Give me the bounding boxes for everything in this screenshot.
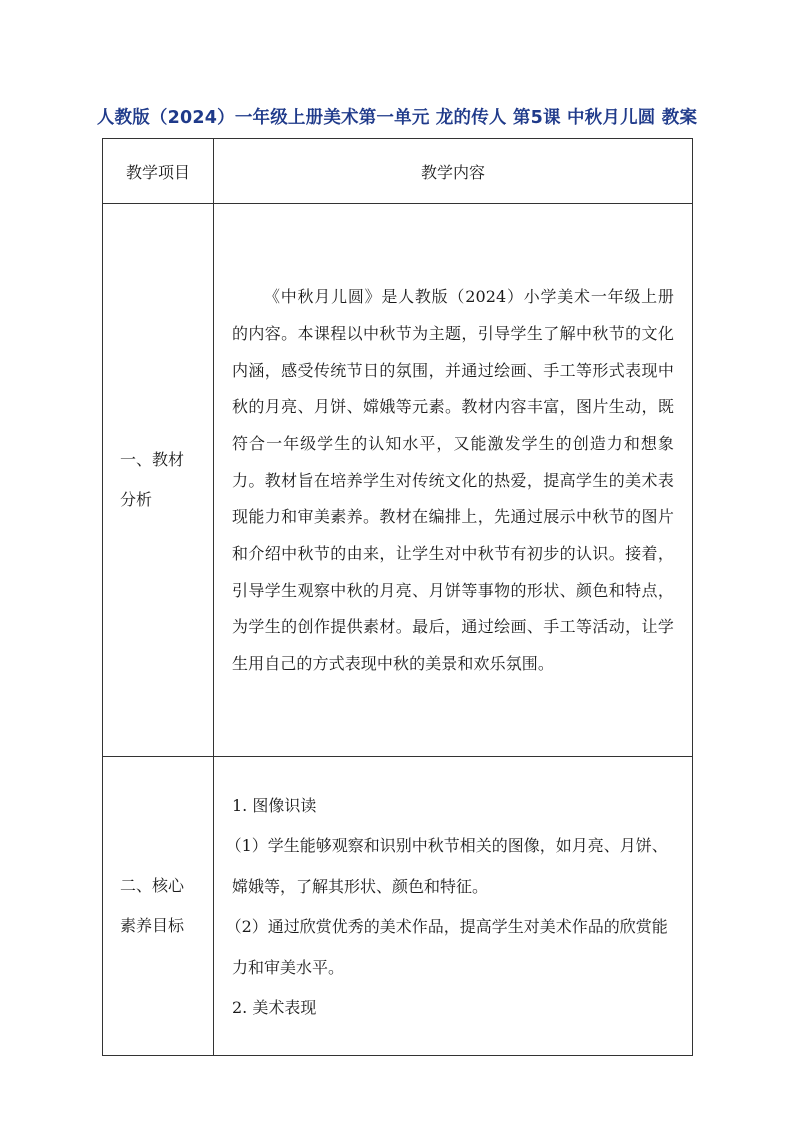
header-teaching-item: 教学项目 (103, 139, 214, 204)
table-row (103, 204, 693, 757)
table-header-row (103, 139, 693, 204)
goal-heading: 1. 图像识读 (232, 795, 317, 815)
row-label-line: 分析 (120, 490, 153, 509)
row-label-line: 素养目标 (120, 916, 185, 935)
row-label-line: 二、核心 (120, 876, 185, 895)
table-row (103, 757, 693, 1056)
textbook-analysis-content (214, 204, 693, 757)
textbook-analysis-paragraph: 《中秋月儿圆》是人教版（2024）小学美术一年级上册的内容。本课程以中秋节为主题，引导学生了解中秋节的文化内涵，感受传统节日的氛围，并通过绘画、手工等形式表现中秋的月亮、月饼、嫦娥等元素。教材内容丰富，图片生动，既符合一年级学生的认知水平，又能激发学生的创造力和想象力。教材旨在培养学生对传统文化的热爱，提高学生的美术表现能力和审美素养。教材在编排上，先通过展示中秋节的图片和介绍中秋节的由来，让学生对中秋节有初步的认识。接着，引导学生观察中秋的月亮、月饼等事物的形状、颜色和特点，为学生的创作提供素材。最后，通过绘画、手工等活动，让学生用自己的方式表现中秋的美景和欢乐氛围。 (232, 287, 674, 674)
row-label-textbook-analysis (103, 204, 214, 757)
lesson-plan-table (102, 138, 693, 1056)
core-literacy-goals-content (214, 757, 693, 1056)
header-teaching-content: 教学内容 (214, 139, 693, 204)
row-label-core-literacy-goals (103, 757, 214, 1056)
goal-item: （1）学生能够观察和识别中秋节相关的图像，如月亮、月饼、嫦娥等，了解其形状、颜色和特征。 (225, 836, 668, 896)
goal-item: （2）通过欣赏优秀的美术作品，提高学生对美术作品的欣赏能力和审美水平。 (225, 917, 668, 977)
goal-heading: 2. 美术表现 (232, 998, 317, 1017)
page-title: 人教版（2024）一年级上册美术第一单元 龙的传人 第5课 中秋月儿圆 教案 (96, 108, 698, 128)
row-label-line: 一、教材 (120, 450, 185, 469)
